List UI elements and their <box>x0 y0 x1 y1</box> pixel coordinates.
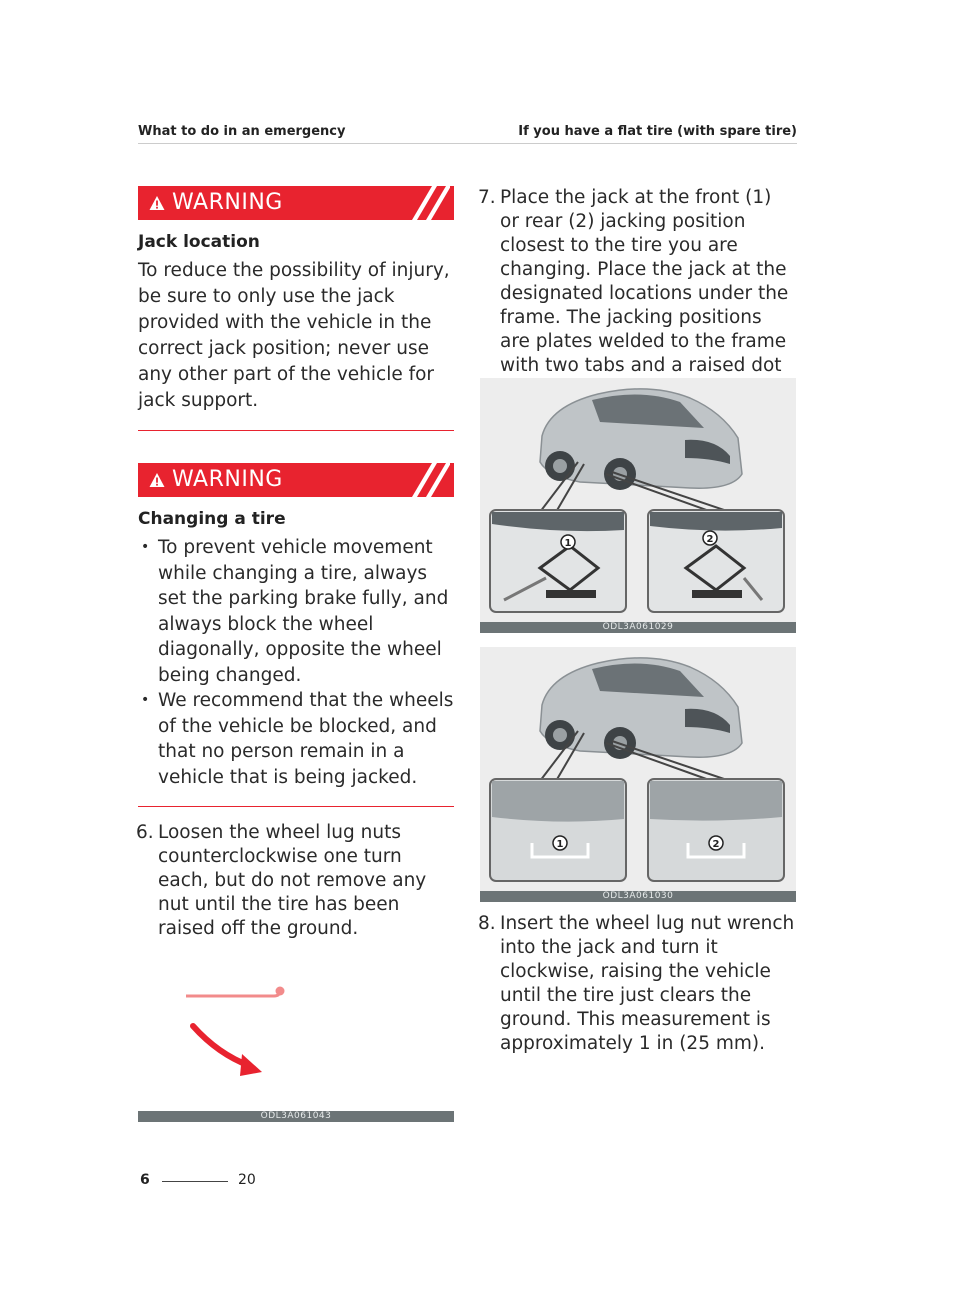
left-column <box>138 186 454 941</box>
step-number: 6. <box>136 822 154 843</box>
list-item: • We recommend that the wheels of the vehicle be blocked, and that no person remain in a vehicle that is being jacked. <box>138 688 454 790</box>
step-text: Loosen the wheel lug nuts counterclockwise one turn each, but do not remove any nut until the tire has been raised off the ground. <box>158 822 427 939</box>
step-number: 8. <box>478 913 496 934</box>
figure-caption: ODL3A061030 <box>480 891 796 902</box>
chapter-number: 6 <box>140 1172 150 1188</box>
warning-banner-changing-tire <box>138 463 454 497</box>
figure-caption: ODL3A061029 <box>480 622 796 633</box>
warning-banner-jack-location <box>138 186 454 220</box>
page-number: 20 <box>238 1172 256 1188</box>
callout-2: 2 <box>706 534 714 545</box>
step-8 <box>480 912 796 1056</box>
jacking-plate-figure <box>480 647 796 891</box>
warning-triangle-icon <box>149 195 165 211</box>
warning-body: To reduce the possibility of injury, be sure to only use the jack provided with the vehicle in the correct jack position; never use any other part of the vehicle for jack support. <box>138 260 450 411</box>
figure-caption: ODL3A061043 <box>138 1111 454 1122</box>
car-jack-illustration <box>480 378 796 622</box>
warning-title: Changing a tire <box>138 509 286 529</box>
warning-label: WARNING <box>172 467 283 492</box>
footer-divider <box>162 1181 228 1182</box>
step-text: Insert the wheel lug nut wrench into the jack and turn it clockwise, raising the vehicle until the tire just clears the ground. This measurement is approximately 1 in (25 mm). <box>500 913 795 1054</box>
callout-2: 2 <box>712 839 720 850</box>
jacking-position-figure <box>480 378 796 622</box>
running-header-section: What to do in an emergency <box>138 124 346 139</box>
step-7 <box>480 186 796 402</box>
callout-1: 1 <box>556 839 564 850</box>
lug-wrench-figure <box>138 966 454 1111</box>
running-header-topic: If you have a flat tire (with spare tire) <box>518 124 797 139</box>
step-8-container <box>480 912 796 1056</box>
step-number: 7. <box>478 187 496 208</box>
step-6 <box>138 821 454 941</box>
counterclockwise-arrow-illustration <box>138 966 454 1111</box>
warning-triangle-icon <box>149 472 165 488</box>
warning-title: Jack location <box>138 232 260 252</box>
jacking-plate-illustration <box>480 647 796 891</box>
callout-1: 1 <box>564 538 572 549</box>
step-text: Place the jack at the front (1) or rear (2) jacking position closest to the tire you are changing. Place the jack at the designated locations under the frame. The jacking positions are plates welded to the frame with two tabs and a raised dot <box>500 187 789 376</box>
warning-slash-decoration <box>406 186 450 220</box>
header-divider <box>138 143 797 144</box>
warning-bullet-list <box>138 535 454 790</box>
warning-slash-decoration <box>406 463 450 497</box>
right-column <box>480 186 796 402</box>
list-item: • To prevent vehicle movement while changing a tire, always set the parking brake fully, and always block the wheel diagonally, opposite the wheel being changed. <box>138 535 454 688</box>
warning-label: WARNING <box>172 190 283 215</box>
